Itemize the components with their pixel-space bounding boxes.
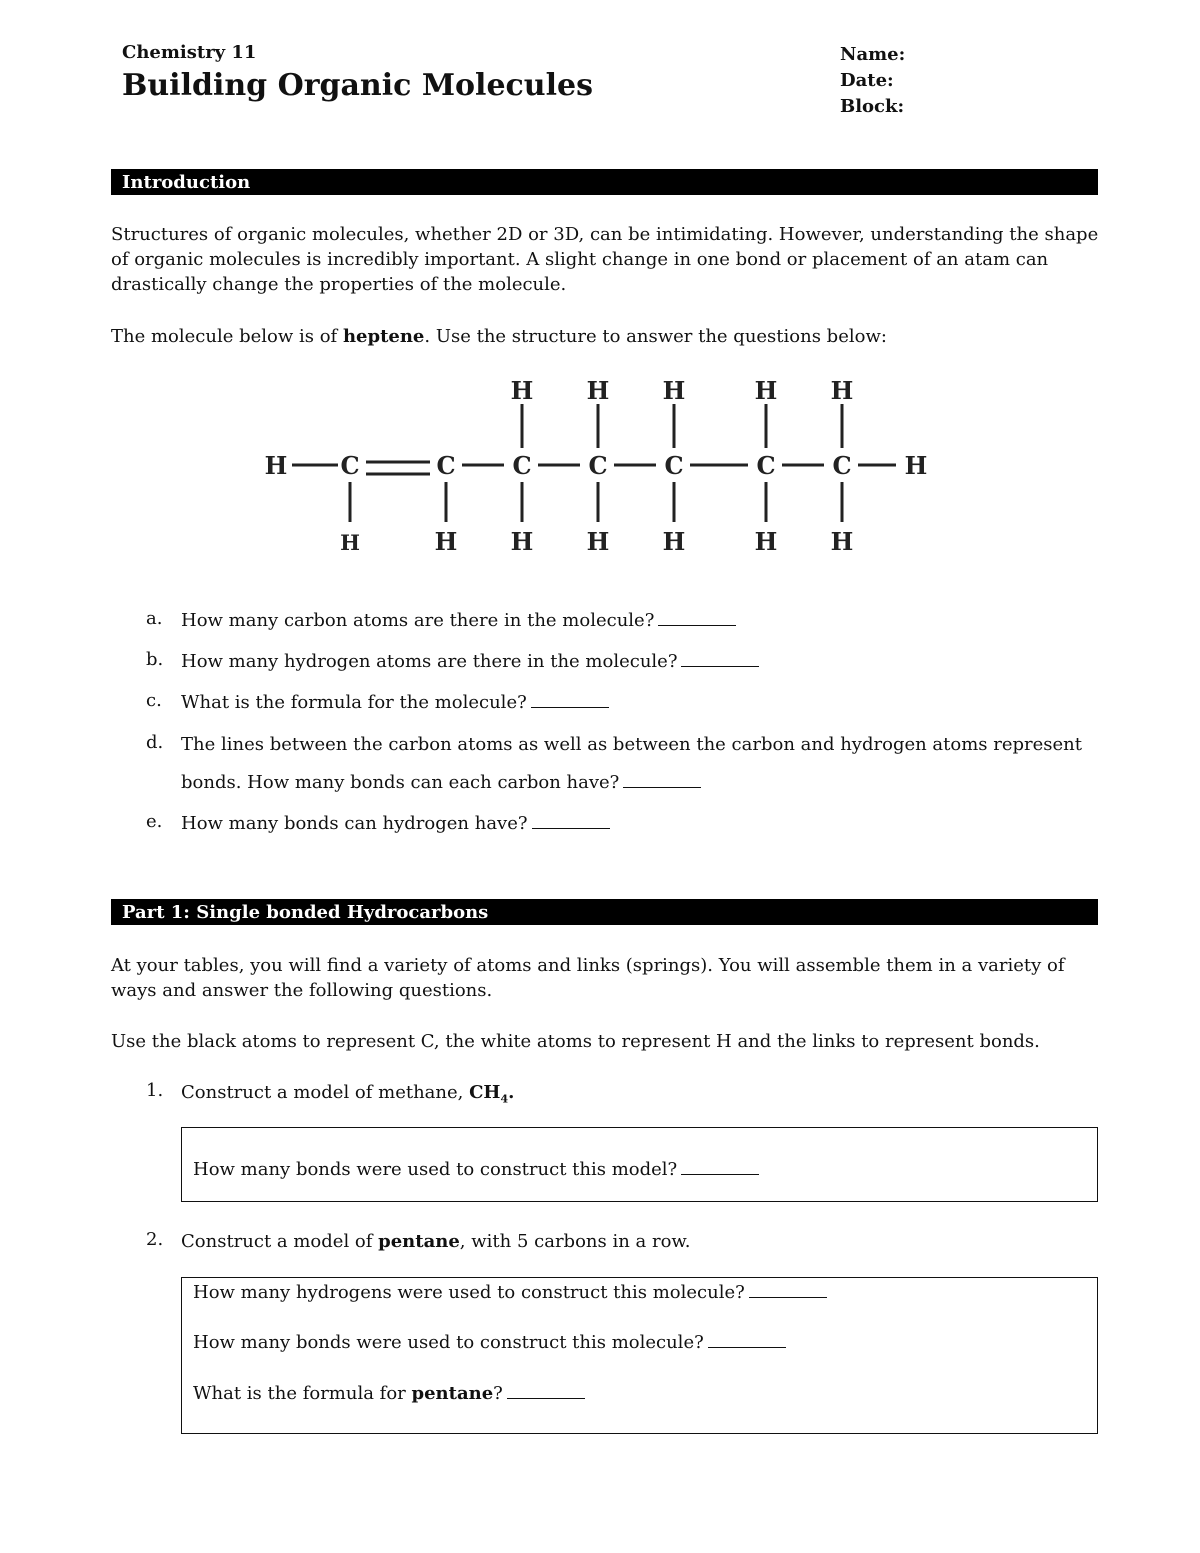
atom-h: H bbox=[586, 376, 610, 405]
part1-paragraph: At your tables, you will find a variety of atoms and links (springs). You will assemble them in a variety of ways and answer the following questions. bbox=[111, 955, 1065, 1001]
question-letter: d. bbox=[146, 732, 164, 753]
atom-c: C bbox=[832, 451, 852, 480]
question-letter: c. bbox=[146, 690, 162, 711]
atom-h: H bbox=[830, 527, 854, 556]
atom-c: C bbox=[512, 451, 532, 480]
methane-task: Construct a model of methane, $CH_4$. bbox=[181, 1082, 515, 1106]
part1-instruction: Use the black atoms to represent C, the white atoms to represent H and the links to represent bonds. bbox=[111, 1031, 1040, 1052]
atom-c: C bbox=[436, 451, 456, 480]
answer-blank[interactable] bbox=[681, 1160, 759, 1175]
atom-h: H bbox=[510, 376, 534, 405]
question-letter: a. bbox=[146, 608, 163, 629]
atom-h: H bbox=[586, 527, 610, 556]
heptene-structure bbox=[250, 370, 950, 565]
pentane-bonds-question: How many bonds were used to construct this molecule? bbox=[193, 1332, 786, 1353]
pentane-task: Construct a model of pentane, with 5 carbons in a row. bbox=[181, 1231, 691, 1252]
atom-h: H bbox=[662, 527, 686, 556]
answer-blank[interactable] bbox=[531, 693, 609, 708]
heptene-instruction: The molecule below is of heptene. Use the structure to answer the questions below: bbox=[111, 326, 887, 347]
methane-answer-box bbox=[181, 1127, 1098, 1202]
answer-blank[interactable] bbox=[532, 814, 610, 829]
question-d-line2: bonds. How many bonds can each carbon have? bbox=[181, 770, 1101, 795]
question-a: How many carbon atoms are there in the molecule? bbox=[181, 608, 1101, 633]
atom-h: H bbox=[830, 376, 854, 405]
name-label: Name: bbox=[840, 44, 906, 65]
answer-blank[interactable] bbox=[507, 1384, 585, 1399]
answer-blank[interactable] bbox=[681, 652, 759, 667]
atom-h: H bbox=[434, 527, 458, 556]
atom-h: H bbox=[264, 451, 288, 480]
atom-c: C bbox=[588, 451, 608, 480]
date-label: Date: bbox=[840, 70, 894, 91]
atom-c: C bbox=[756, 451, 776, 480]
question-c: What is the formula for the molecule? bbox=[181, 690, 1101, 715]
item-number: 1. bbox=[146, 1080, 164, 1101]
question-b: How many hydrogen atoms are there in the molecule? bbox=[181, 649, 1101, 674]
pentane-answer-box bbox=[181, 1277, 1098, 1434]
atom-c: C bbox=[664, 451, 684, 480]
atom-c: C bbox=[340, 451, 360, 480]
intro-heading: Introduction bbox=[111, 169, 1098, 195]
question-letter: e. bbox=[146, 811, 163, 832]
answer-blank[interactable] bbox=[658, 611, 736, 626]
answer-blank[interactable] bbox=[623, 773, 701, 788]
course-name: Chemistry 11 bbox=[122, 42, 257, 63]
question-e: How many bonds can hydrogen have? bbox=[181, 811, 1101, 836]
atom-h: H bbox=[904, 451, 928, 480]
answer-blank[interactable] bbox=[708, 1333, 786, 1348]
pentane-hydrogens-question: How many hydrogens were used to construct this molecule? bbox=[193, 1282, 827, 1303]
question-d-line1: The lines between the carbon atoms as well as between the carbon and hydrogen atoms represent bbox=[181, 734, 1083, 755]
atom-h: H bbox=[754, 527, 778, 556]
atom-h: H bbox=[340, 530, 360, 555]
atom-h: H bbox=[754, 376, 778, 405]
answer-blank[interactable] bbox=[749, 1283, 827, 1298]
part1-heading: Part 1: Single bonded Hydrocarbons bbox=[111, 899, 1098, 925]
intro-paragraph: Structures of organic molecules, whether 2D or 3D, can be intimidating. However, understanding the shape of organic molecules is incredibly important. A slight change in one bond or placement of an atam can drastically change the properties of the molecule. bbox=[111, 224, 1099, 295]
pentane-formula-question: What is the formula for pentane? bbox=[193, 1383, 585, 1404]
methane-bonds-question: How many bonds were used to construct this model? bbox=[193, 1159, 759, 1180]
block-label: Block: bbox=[840, 96, 905, 117]
item-number: 2. bbox=[146, 1229, 164, 1250]
atom-h: H bbox=[662, 376, 686, 405]
question-letter: b. bbox=[146, 649, 164, 670]
atom-h: H bbox=[510, 527, 534, 556]
page-title: Building Organic Molecules bbox=[122, 68, 593, 103]
